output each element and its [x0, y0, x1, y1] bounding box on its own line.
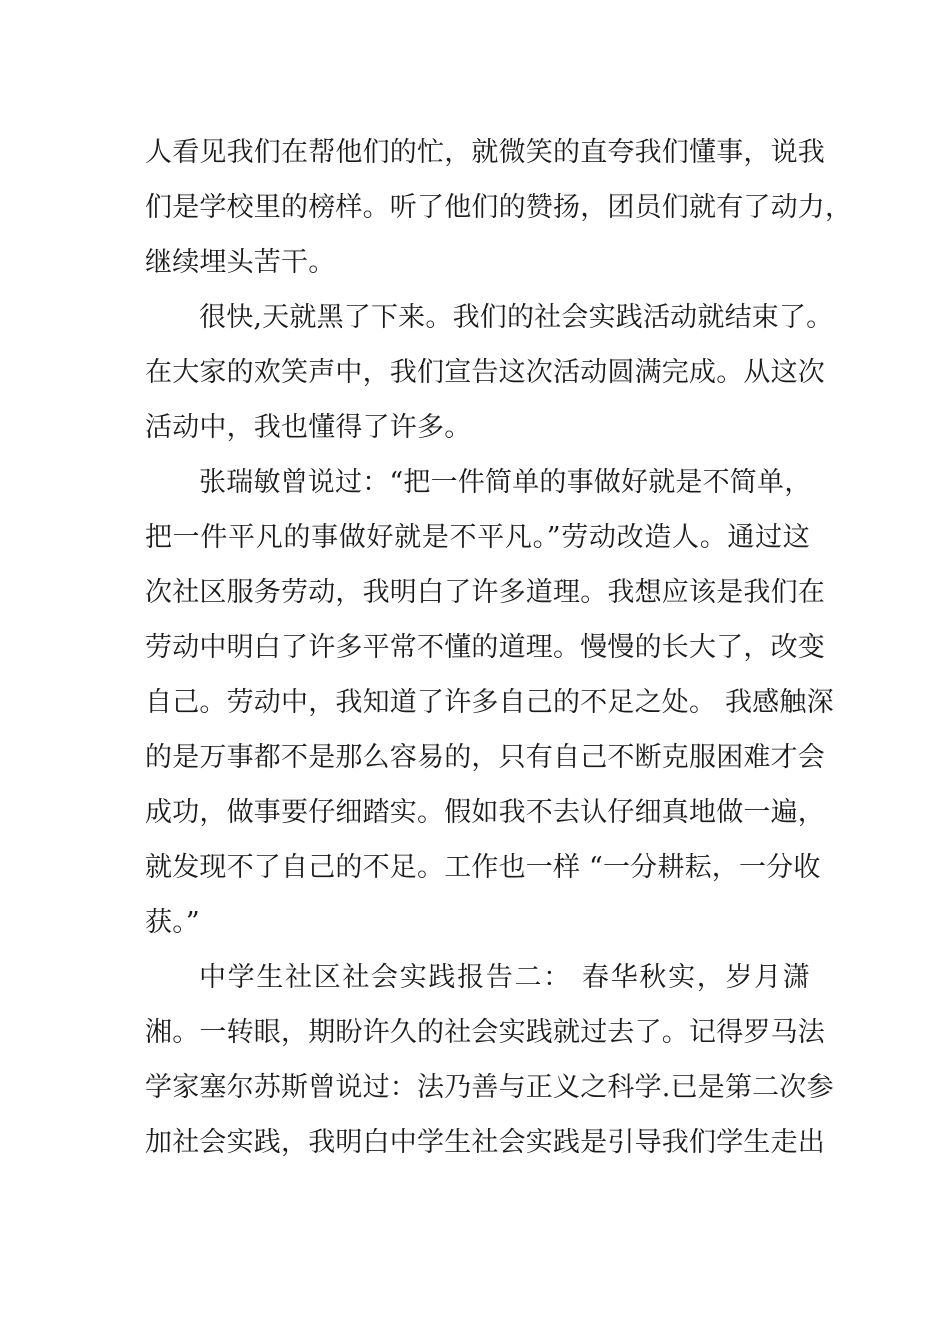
text-line: 加社会实践，我明白中学生社会实践是引导我们学生走出 [145, 1127, 825, 1158]
text-line: 人看见我们在帮他们的忙，就微笑的直夸我们懂事，说我 [145, 137, 825, 168]
text-line: 们是学校里的榜样。听了他们的赞扬，团员们就有了动力， [145, 192, 853, 223]
text-line: 湘。一转眼，期盼许久的社会实践就过去了。记得罗马法 [145, 1017, 825, 1048]
text-line: 学家塞尔苏斯曾说过：法乃善与正义之科学.已是第二次参 [145, 1072, 834, 1103]
text-line: 就发现不了自己的不足。工作也一样 “一分耕耘，一分收 [145, 852, 821, 883]
text-line: 劳动中明白了许多平常不懂的道理。慢慢的长大了，改变 [145, 632, 825, 663]
text-line: 获。” [145, 907, 200, 938]
text-line: 次社区服务劳动，我明白了许多道理。我想应该是我们在 [145, 577, 825, 608]
text-line: 把一件平凡的事做好就是不平凡。”劳动改造人。通过这 [145, 522, 810, 553]
text-line: 活动中，我也懂得了许多。 [145, 412, 472, 443]
text-line: 张瑞敏曾说过：“把一件简单的事做好就是不简单， [199, 467, 812, 498]
text-line: 中学生社区社会实践报告二： 春华秋实，岁月潇 [199, 962, 810, 993]
text-line: 自己。劳动中，我知道了许多自己的不足之处。 我感触深 [145, 687, 834, 718]
text-line: 很快,天就黑了下来。我们的社会实践活动就结束了。 [199, 302, 834, 333]
text-line: 的是万事都不是那么容易的，只有自己不断克服困难才会 [145, 742, 825, 773]
text-line: 在大家的欢笑声中，我们宣告这次活动圆满完成。从这次 [145, 357, 825, 388]
text-line: 继续埋头苦干。 [145, 247, 336, 278]
text-line: 成功，做事要仔细踏实。假如我不去认仔细真地做一遍， [145, 797, 825, 828]
